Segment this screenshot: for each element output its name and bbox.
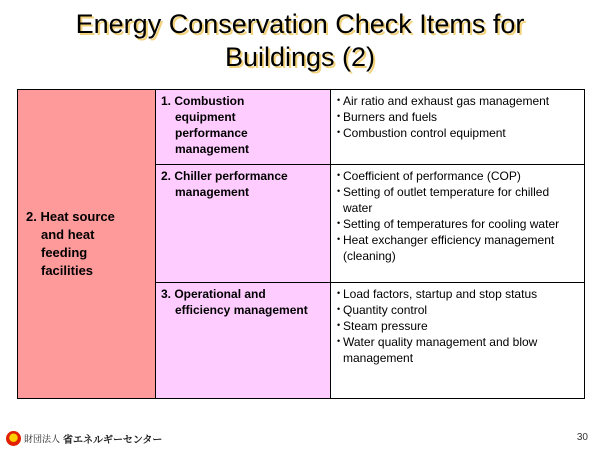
sun-logo-icon	[6, 431, 21, 446]
subcategory-line: management	[175, 185, 250, 199]
check-item: • Burners and fuels	[337, 109, 580, 125]
subcategory-line: efficiency management	[175, 303, 308, 317]
subcategory-line: 1. Combustion	[161, 94, 245, 108]
subcategory-line: performance	[175, 126, 248, 140]
slide-title-line-2: Buildings (2)	[224, 42, 376, 72]
check-item: • Setting of temperatures for cooling water	[337, 216, 580, 232]
category-line: and heat	[41, 227, 95, 242]
table-row	[18, 90, 585, 165]
subcategory-line: 3. Operational and	[161, 287, 266, 301]
org-prefix: 財団法人	[24, 433, 61, 444]
subcategory-line: 2. Chiller performance	[161, 169, 288, 183]
check-item: • Quantity control	[337, 302, 580, 318]
category-cell	[18, 90, 156, 399]
org-name: 省エネルギーセンター	[63, 434, 163, 446]
check-item: • Water quality management and blow management	[337, 334, 580, 366]
items-cell-combustion	[331, 90, 585, 165]
subcategory-cell-chiller	[156, 165, 331, 283]
subcategory-line: management	[175, 142, 250, 156]
subcategory-cell-operational	[156, 283, 331, 399]
check-item: • Combustion control equipment	[337, 125, 580, 141]
subcategory-line: equipment	[175, 110, 236, 124]
slide-title-line-1: Energy Conservation Check Items for	[75, 9, 525, 39]
page-number: 30	[576, 432, 588, 443]
check-items-table	[17, 89, 585, 399]
check-item-list	[331, 90, 584, 141]
check-item-list	[331, 283, 584, 366]
category-line: feeding	[41, 245, 88, 260]
check-item: • Coefficient of performance (COP)	[337, 168, 580, 184]
check-item: • Load factors, startup and stop status	[337, 286, 580, 302]
eccj-logo	[6, 430, 162, 446]
check-item: • Heat exchanger efficiency management (cleaning)	[337, 232, 580, 264]
items-cell-chiller	[331, 165, 585, 283]
check-item: • Steam pressure	[337, 318, 580, 334]
category-line: 2. Heat source	[26, 209, 115, 224]
items-cell-operational	[331, 283, 585, 399]
check-item-list	[331, 165, 584, 264]
check-item: • Air ratio and exhaust gas management	[337, 93, 580, 109]
slide-title	[0, 8, 600, 74]
check-item: • Setting of outlet temperature for chilled water	[337, 184, 580, 216]
category-line: facilities	[41, 263, 94, 278]
subcategory-cell-combustion	[156, 90, 331, 165]
